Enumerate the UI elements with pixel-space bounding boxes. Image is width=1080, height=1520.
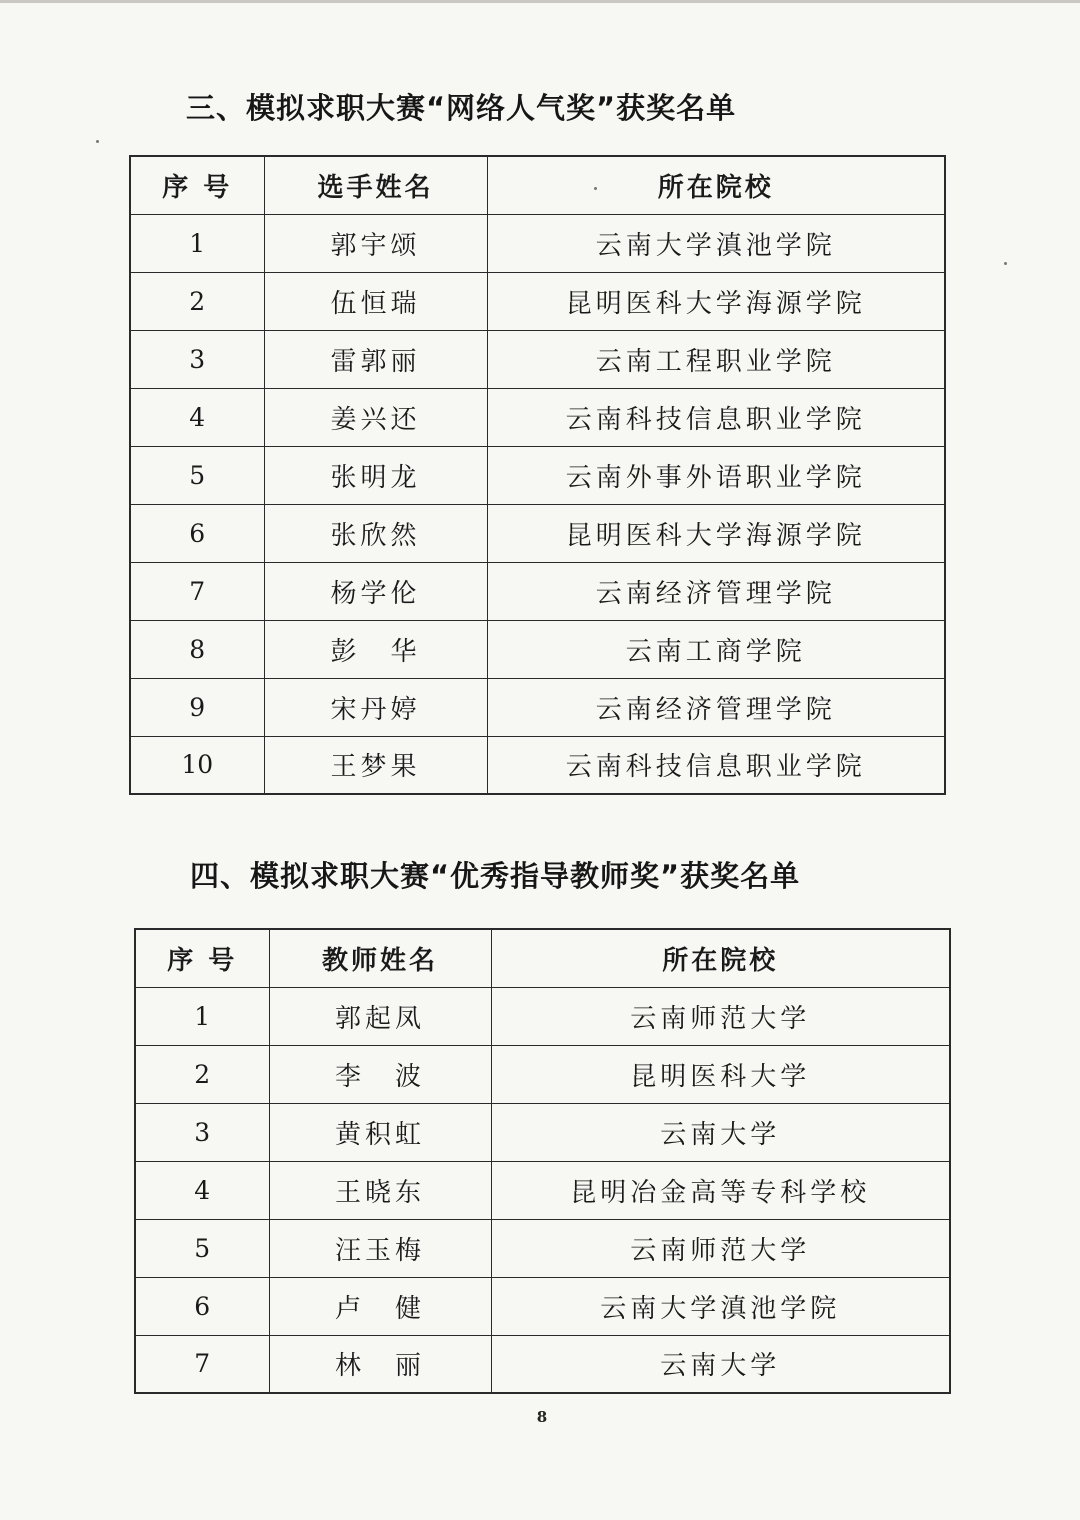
teacher-name: 卢 健 (269, 1277, 491, 1335)
contestant-name: 姜兴还 (264, 388, 487, 446)
contestant-name: 彭 华 (264, 620, 487, 678)
row-number: 1 (135, 987, 269, 1045)
contestant-name: 杨学伦 (264, 562, 487, 620)
school-name: 云南经济管理学院 (487, 678, 945, 736)
table-row (130, 446, 945, 504)
row-number: 5 (130, 446, 264, 504)
table-row (130, 272, 945, 330)
row-number: 1 (130, 214, 264, 272)
school-name: 云南经济管理学院 (487, 562, 945, 620)
row-number: 10 (130, 736, 264, 794)
header-contestant-name: 选手姓名 (264, 156, 487, 214)
teacher-name: 黄积虹 (269, 1103, 491, 1161)
school-name: 云南大学 (491, 1335, 950, 1393)
row-number: 2 (135, 1045, 269, 1103)
row-number: 4 (130, 388, 264, 446)
table-row (135, 1103, 950, 1161)
row-number: 6 (130, 504, 264, 562)
row-number: 2 (130, 272, 264, 330)
school-name: 云南大学滇池学院 (487, 214, 945, 272)
row-number: 5 (135, 1219, 269, 1277)
row-number: 9 (130, 678, 264, 736)
row-number: 4 (135, 1161, 269, 1219)
section-4-title: 四、模拟求职大赛“优秀指导教师奖”获奖名单 (190, 859, 801, 893)
row-number: 7 (135, 1335, 269, 1393)
school-name: 昆明冶金高等专科学校 (491, 1161, 950, 1219)
header-number: 序 号 (130, 156, 264, 214)
contestant-name: 伍恒瑞 (264, 272, 487, 330)
contestant-name: 郭宇颂 (264, 214, 487, 272)
school-name: 云南工商学院 (487, 620, 945, 678)
table-row (135, 987, 950, 1045)
header-school: 所在院校 (487, 156, 945, 214)
section-3-title: 三、模拟求职大赛“网络人气奖”获奖名单 (186, 91, 737, 125)
table-header-row (135, 929, 950, 987)
school-name: 云南大学滇池学院 (491, 1277, 950, 1335)
contestant-name: 王梦果 (264, 736, 487, 794)
popularity-award-table (129, 155, 946, 795)
row-number: 3 (130, 330, 264, 388)
teacher-award-table (134, 928, 951, 1394)
table-header-row (130, 156, 945, 214)
teacher-name: 王晓东 (269, 1161, 491, 1219)
contestant-name: 张欣然 (264, 504, 487, 562)
school-name: 昆明医科大学海源学院 (487, 272, 945, 330)
table-row (130, 214, 945, 272)
school-name: 云南工程职业学院 (487, 330, 945, 388)
table-row (130, 388, 945, 446)
school-name: 昆明医科大学海源学院 (487, 504, 945, 562)
teacher-name: 汪玉梅 (269, 1219, 491, 1277)
teacher-name: 郭起凤 (269, 987, 491, 1045)
row-number: 8 (130, 620, 264, 678)
school-name: 云南大学 (491, 1103, 950, 1161)
school-name: 云南师范大学 (491, 1219, 950, 1277)
table-row (130, 678, 945, 736)
school-name: 云南科技信息职业学院 (487, 388, 945, 446)
page-number: 8 (536, 1408, 548, 1426)
contestant-name: 雷郭丽 (264, 330, 487, 388)
school-name: 云南师范大学 (491, 987, 950, 1045)
table-row (130, 330, 945, 388)
table-row (135, 1335, 950, 1393)
table-row (135, 1277, 950, 1335)
table-row (130, 562, 945, 620)
table-row (135, 1161, 950, 1219)
header-teacher-name: 教师姓名 (269, 929, 491, 987)
school-name: 云南科技信息职业学院 (487, 736, 945, 794)
row-number: 6 (135, 1277, 269, 1335)
table-row (130, 504, 945, 562)
table-row (130, 620, 945, 678)
table-row (135, 1219, 950, 1277)
scan-speck (1004, 262, 1007, 265)
header-school: 所在院校 (491, 929, 950, 987)
teacher-name: 李 波 (269, 1045, 491, 1103)
contestant-name: 张明龙 (264, 446, 487, 504)
teacher-name: 林 丽 (269, 1335, 491, 1393)
table-row (135, 1045, 950, 1103)
contestant-name: 宋丹婷 (264, 678, 487, 736)
scan-speck (96, 140, 99, 143)
table-row (130, 736, 945, 794)
school-name: 昆明医科大学 (491, 1045, 950, 1103)
header-number: 序 号 (135, 929, 269, 987)
row-number: 3 (135, 1103, 269, 1161)
school-name: 云南外事外语职业学院 (487, 446, 945, 504)
row-number: 7 (130, 562, 264, 620)
scan-top-edge (0, 0, 1080, 3)
